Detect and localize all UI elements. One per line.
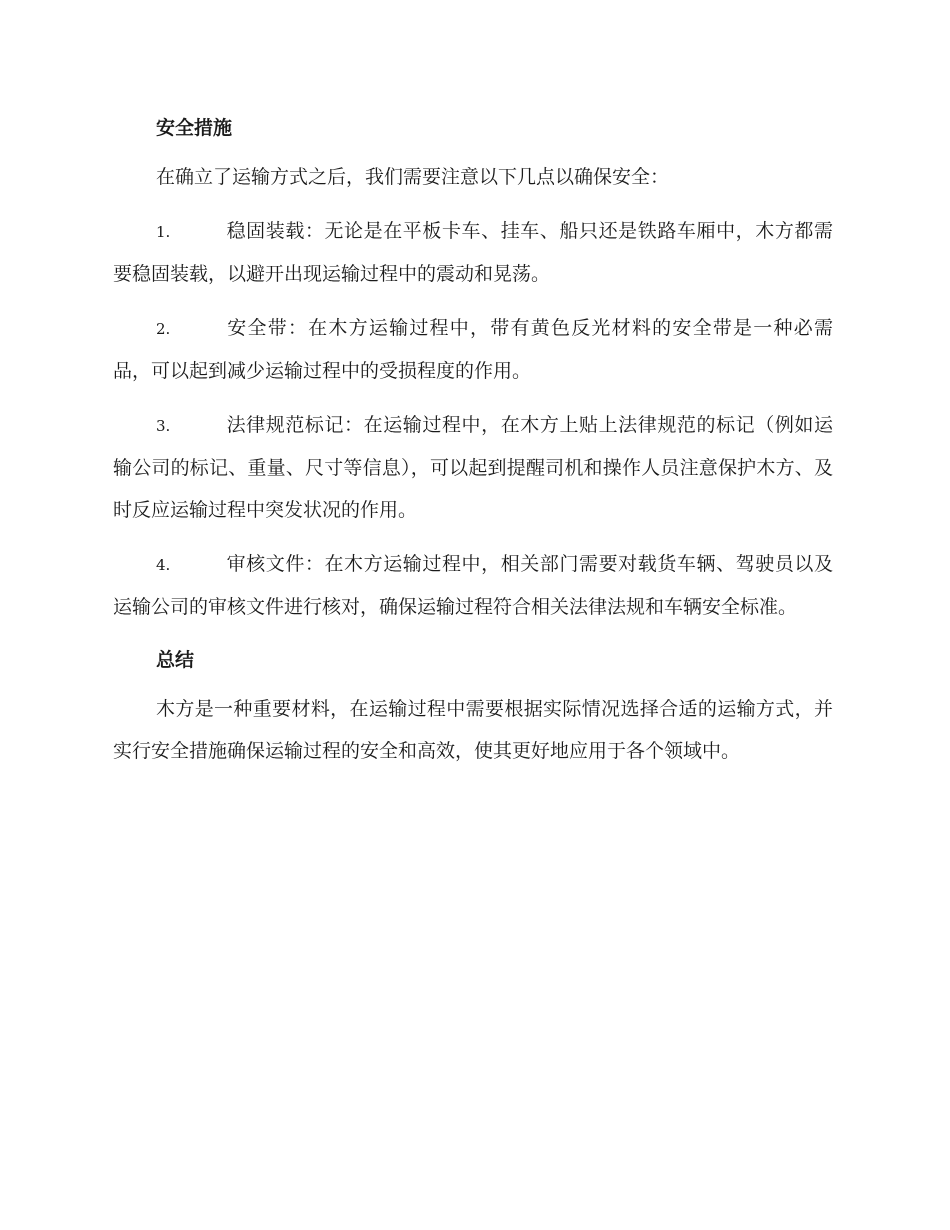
section-heading-safety: 安全措施: [156, 117, 233, 139]
list-item: [113, 404, 833, 531]
list-item-text: 法律规范标记：在运输过程中，在木方上贴上法律规范的标记（例如运输公司的标记、重量、尺寸等信息），可以起到提醒司机和操作人员注意保护木方、及时反应运输过程中突发状况的作用。: [113, 414, 833, 521]
summary-paragraph: 木方是一种重要材料，在运输过程中需要根据实际情况选择合适的运输方式，并实行安全措施确保运输过程的安全和高效，使其更好地应用于各个领域中。: [113, 698, 833, 762]
list-item: [113, 210, 833, 295]
safety-intro-paragraph: 在确立了运输方式之后，我们需要注意以下几点以确保安全：: [156, 166, 670, 188]
list-item-number: 4.: [156, 556, 171, 574]
list-item: [113, 543, 833, 628]
list-item-text: 稳固装载：无论是在平板卡车、挂车、船只还是铁路车厢中，木方都需要稳固装载，以避开出现运输过程中的震动和晃荡。: [113, 220, 833, 285]
list-item-text: 审核文件：在木方运输过程中，相关部门需要对载货车辆、驾驶员以及运输公司的审核文件进行核对，确保运输过程符合相关法律法规和车辆安全标准。: [113, 553, 833, 618]
list-item-number: 1.: [156, 223, 171, 241]
list-item-number: 2.: [156, 320, 171, 338]
list-item-number: 3.: [156, 417, 171, 435]
list-item-text: 安全带：在木方运输过程中，带有黄色反光材料的安全带是一种必需品，可以起到减少运输过程中的受损程度的作用。: [113, 317, 833, 382]
section-heading-summary: 总结: [156, 649, 195, 671]
document-page: [113, 108, 833, 784]
list-item: [113, 307, 833, 392]
